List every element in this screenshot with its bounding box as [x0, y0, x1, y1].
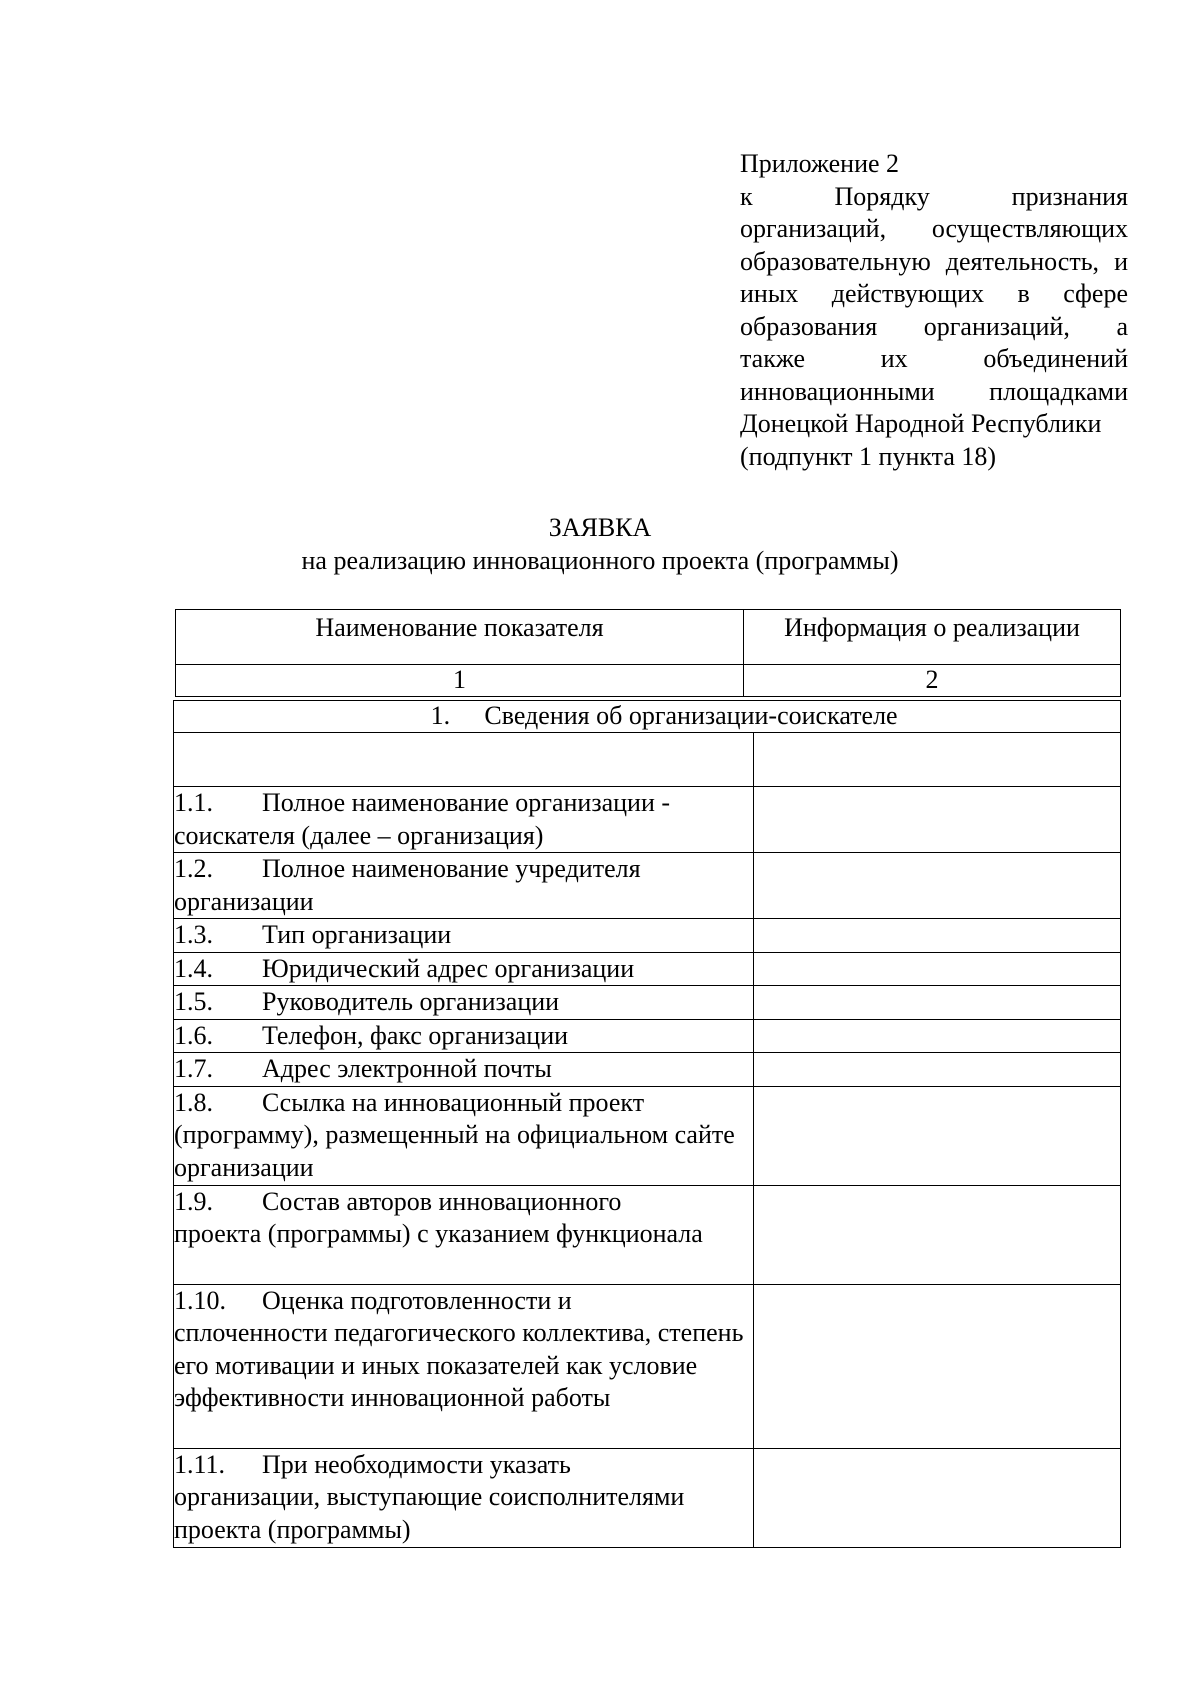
table-row: [174, 1019, 1121, 1053]
row-text: Полное наименование организации -: [262, 788, 671, 817]
indicator-cell: [174, 1448, 754, 1547]
row-text-cont: организации: [174, 886, 314, 916]
appendix-block: [740, 148, 1128, 473]
section-header: [174, 701, 1121, 733]
table-row: [174, 853, 1121, 919]
row-text: Ссылка на инновационный проект: [262, 1087, 645, 1117]
row-text: Юридический адрес организации: [262, 953, 635, 983]
row-number: 1.6.: [174, 1020, 213, 1050]
info-cell[interactable]: [754, 1019, 1121, 1053]
appendix-line: образования организаций, а: [740, 311, 1128, 341]
table-row: [174, 787, 1121, 853]
header-cell-name: Наименование показателя: [176, 610, 744, 665]
indicator-cell: [174, 986, 754, 1020]
indicator-cell: [174, 853, 754, 919]
column-number-2: 2: [744, 665, 1121, 697]
row-text: Полное наименование учредителя: [262, 854, 641, 883]
indicator-cell: [174, 787, 754, 853]
appendix-line: инновационными площадками: [740, 376, 1128, 406]
info-cell[interactable]: [754, 733, 1121, 787]
table-row: [174, 1448, 1121, 1547]
info-cell[interactable]: [754, 986, 1121, 1020]
row-text-cont: сплоченности педагогического коллектива, степень его мотивации и иных показателей как условие эффективности инновационной работы: [174, 1318, 744, 1412]
row-text: Оценка подготовленности и: [262, 1285, 572, 1315]
appendix-line: Донецкой Народной Республики: [740, 409, 1102, 438]
row-number: 1.2.: [174, 854, 213, 883]
document-subtitle: на реализацию инновационного проекта (программы): [301, 546, 899, 575]
table-row: [174, 1053, 1121, 1087]
row-text-cont: (программу), размещенный на официальном сайте организации: [174, 1120, 735, 1182]
row-text: Руководитель организации: [262, 987, 560, 1016]
row-text: При необходимости указать: [262, 1449, 571, 1479]
indicator-cell: [174, 919, 754, 953]
document-title: ЗАЯВКА: [548, 513, 652, 542]
row-number: 1.1.: [174, 788, 213, 817]
table-row: [174, 733, 1121, 787]
row-number: 1.8.: [174, 1087, 213, 1117]
row-text-cont: соискателя (далее – организация): [174, 820, 544, 850]
info-cell[interactable]: [754, 952, 1121, 986]
info-cell[interactable]: [754, 853, 1121, 919]
table-row: [174, 1185, 1121, 1284]
appendix-line: Приложение 2: [740, 149, 900, 178]
table-row: [174, 1284, 1121, 1448]
section-title: Сведения об организации-соискателе: [484, 701, 898, 730]
row-number: 1.10.: [174, 1285, 226, 1315]
table-row: [174, 952, 1121, 986]
main-table: [173, 700, 1121, 1548]
appendix-line: образовательную деятельность, и: [740, 246, 1128, 276]
row-number: 1.11.: [174, 1449, 226, 1479]
indicator-cell: [174, 952, 754, 986]
row-number: 1.7.: [174, 1054, 213, 1083]
section-number: 1.: [430, 701, 451, 730]
appendix-line: иных действующих в сфере: [740, 279, 1128, 308]
indicator-cell: [174, 1053, 754, 1087]
appendix-line: организаций, осуществляющих: [740, 214, 1128, 243]
table-row: [174, 986, 1121, 1020]
row-text-cont: организации, выступающие соисполнителями проекта (программы): [174, 1482, 685, 1544]
info-cell[interactable]: [754, 919, 1121, 953]
row-number: 1.4.: [174, 953, 213, 983]
row-number: 1.3.: [174, 920, 213, 949]
appendix-line: также их объединений: [740, 344, 1128, 373]
indicator-cell: [174, 1086, 754, 1185]
row-number: 1.9.: [174, 1186, 213, 1216]
empty-cell[interactable]: [174, 733, 754, 787]
header-table: [175, 609, 1121, 697]
info-cell[interactable]: [754, 1284, 1121, 1448]
header-cell-info: Информация о реализации: [744, 610, 1121, 665]
row-text: Телефон, факс организации: [262, 1020, 569, 1050]
indicator-cell: [174, 1019, 754, 1053]
info-cell[interactable]: [754, 787, 1121, 853]
row-text: Состав авторов инновационного: [262, 1186, 622, 1216]
table-row: [174, 919, 1121, 953]
row-text: Адрес электронной почты: [262, 1054, 552, 1083]
row-text: Тип организации: [262, 920, 452, 949]
table-row: [174, 1086, 1121, 1185]
info-cell[interactable]: [754, 1448, 1121, 1547]
appendix-line: к Порядку признания: [740, 181, 1128, 211]
info-cell[interactable]: [754, 1185, 1121, 1284]
column-number-1: 1: [176, 665, 744, 697]
row-text-cont: проекта (программы) с указанием функционала: [174, 1219, 703, 1248]
appendix-line: (подпункт 1 пункта 18): [740, 441, 997, 471]
info-cell[interactable]: [754, 1086, 1121, 1185]
indicator-cell: [174, 1284, 754, 1448]
indicator-cell: [174, 1185, 754, 1284]
row-number: 1.5.: [174, 987, 213, 1016]
info-cell[interactable]: [754, 1053, 1121, 1087]
section-row: [174, 701, 1121, 733]
